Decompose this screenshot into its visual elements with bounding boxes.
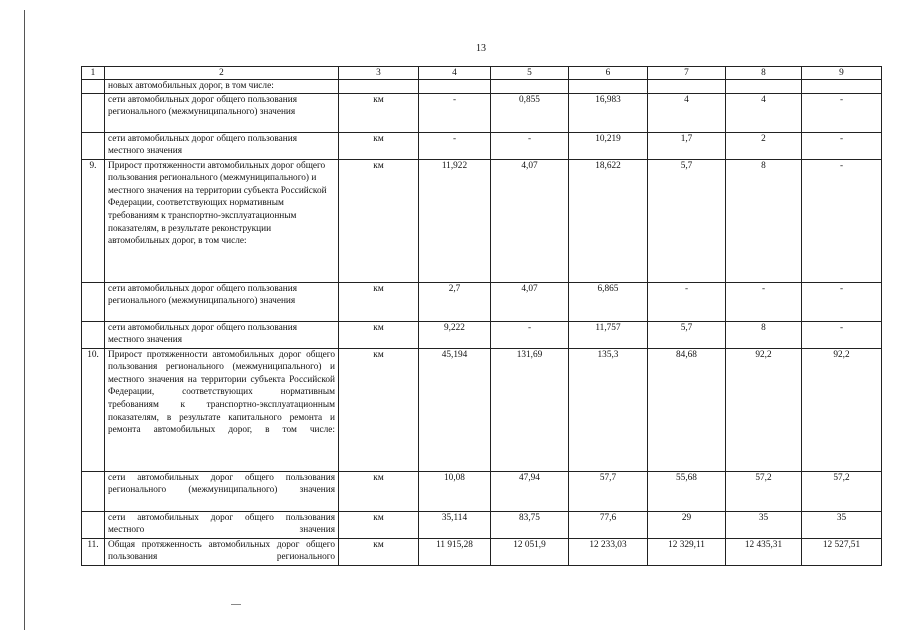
table-header-row xyxy=(82,67,882,80)
row-description: сети автомобильных дорог общего пользования регионального (межмуниципального) значения xyxy=(105,93,339,132)
value-cell: 4,07 xyxy=(491,282,569,321)
row-number xyxy=(82,93,105,132)
value-cell: 11,757 xyxy=(569,321,648,348)
value-cell xyxy=(802,80,882,94)
table-row xyxy=(82,159,882,282)
row-number xyxy=(82,471,105,511)
value-cell: 135,3 xyxy=(569,348,648,471)
column-header: 5 xyxy=(491,67,569,80)
value-cell: 92,2 xyxy=(802,348,882,471)
table-row xyxy=(82,511,882,538)
row-number xyxy=(82,511,105,538)
value-cell: 12 233,03 xyxy=(569,538,648,565)
value-cell: - xyxy=(419,93,491,132)
value-cell: 57,2 xyxy=(726,471,802,511)
row-number xyxy=(82,282,105,321)
row-number: 10. xyxy=(82,348,105,471)
value-cell: 2 xyxy=(726,132,802,159)
scan-mark xyxy=(231,604,241,605)
column-header: 4 xyxy=(419,67,491,80)
table-row xyxy=(82,471,882,511)
row-unit xyxy=(339,80,419,94)
value-cell: 4,07 xyxy=(491,159,569,282)
value-cell: - xyxy=(802,132,882,159)
value-cell: 47,94 xyxy=(491,471,569,511)
row-unit: км xyxy=(339,282,419,321)
value-cell: 45,194 xyxy=(419,348,491,471)
value-cell: 55,68 xyxy=(648,471,726,511)
value-cell: 92,2 xyxy=(726,348,802,471)
value-cell xyxy=(648,80,726,94)
column-header: 3 xyxy=(339,67,419,80)
value-cell: - xyxy=(726,282,802,321)
table-row xyxy=(82,348,882,471)
value-cell: 35 xyxy=(802,511,882,538)
column-header: 1 xyxy=(82,67,105,80)
row-number xyxy=(82,80,105,94)
value-cell: 12 435,31 xyxy=(726,538,802,565)
row-number: 11. xyxy=(82,538,105,565)
column-header: 6 xyxy=(569,67,648,80)
value-cell: 11,922 xyxy=(419,159,491,282)
value-cell: - xyxy=(802,282,882,321)
table-row xyxy=(82,538,882,565)
value-cell: - xyxy=(491,132,569,159)
value-cell: 16,983 xyxy=(569,93,648,132)
table-row xyxy=(82,132,882,159)
row-unit: км xyxy=(339,321,419,348)
value-cell: 12 051,9 xyxy=(491,538,569,565)
value-cell: 57,7 xyxy=(569,471,648,511)
value-cell xyxy=(569,80,648,94)
column-header: 8 xyxy=(726,67,802,80)
column-header: 2 xyxy=(105,67,339,80)
column-header: 9 xyxy=(802,67,882,80)
value-cell: 4 xyxy=(648,93,726,132)
row-description: Общая протяженность автомобильных дорог общего пользования регионального xyxy=(105,538,339,565)
row-unit: км xyxy=(339,471,419,511)
value-cell: 4 xyxy=(726,93,802,132)
page-number: 13 xyxy=(476,43,486,54)
value-cell: 5,7 xyxy=(648,321,726,348)
row-number xyxy=(82,132,105,159)
value-cell xyxy=(491,80,569,94)
row-description: сети автомобильных дорог общего пользования местного значения xyxy=(105,132,339,159)
value-cell: 11 915,28 xyxy=(419,538,491,565)
row-unit: км xyxy=(339,538,419,565)
value-cell: 2,7 xyxy=(419,282,491,321)
value-cell: 131,69 xyxy=(491,348,569,471)
row-unit: км xyxy=(339,348,419,471)
row-description: новых автомобильных дорог, в том числе: xyxy=(105,80,339,94)
value-cell: 35,114 xyxy=(419,511,491,538)
table-row xyxy=(82,282,882,321)
value-cell: 8 xyxy=(726,321,802,348)
value-cell: - xyxy=(802,93,882,132)
value-cell: 77,6 xyxy=(569,511,648,538)
value-cell: 12 527,51 xyxy=(802,538,882,565)
table-row xyxy=(82,80,882,94)
row-number: 9. xyxy=(82,159,105,282)
row-description: сети автомобильных дорог общего пользования регионального (межмуниципального) значения xyxy=(105,471,339,511)
value-cell: 5,7 xyxy=(648,159,726,282)
row-unit: км xyxy=(339,511,419,538)
row-description: Прирост протяженности автомобильных дорог общего пользования регионального (межмуниципального) и местного значения на территории субъекта Российской Федерации, соответствующих нормативным требованиям к транспортно-эксплуатационным показателям, в результате капитального ремонта и ремонта автомобильных дорог, в том числе: xyxy=(105,348,339,471)
value-cell: - xyxy=(419,132,491,159)
row-number xyxy=(82,321,105,348)
row-description: Прирост протяженности автомобильных дорог общего пользования регионального (межмуниципального) и местного значения на территории субъекта Российской Федерации, соответствующих нормативным требованиям к транспортно-эксплуатационным показателям, в результате реконструкции автомобильных дорог, в том числе: xyxy=(105,159,339,282)
row-unit: км xyxy=(339,159,419,282)
value-cell: 84,68 xyxy=(648,348,726,471)
value-cell: - xyxy=(802,159,882,282)
value-cell: - xyxy=(491,321,569,348)
table-row xyxy=(82,93,882,132)
value-cell: 1,7 xyxy=(648,132,726,159)
value-cell: 35 xyxy=(726,511,802,538)
column-header: 7 xyxy=(648,67,726,80)
value-cell: 29 xyxy=(648,511,726,538)
table-row xyxy=(82,321,882,348)
value-cell: 18,622 xyxy=(569,159,648,282)
value-cell: 9,222 xyxy=(419,321,491,348)
value-cell xyxy=(419,80,491,94)
row-description: сети автомобильных дорог общего пользования местного значения xyxy=(105,511,339,538)
value-cell: 12 329,11 xyxy=(648,538,726,565)
value-cell: 0,855 xyxy=(491,93,569,132)
value-cell: 10,219 xyxy=(569,132,648,159)
value-cell xyxy=(726,80,802,94)
value-cell: 8 xyxy=(726,159,802,282)
indicators-table xyxy=(81,66,882,566)
value-cell: 57,2 xyxy=(802,471,882,511)
row-unit: км xyxy=(339,93,419,132)
value-cell: - xyxy=(648,282,726,321)
row-description: сети автомобильных дорог общего пользования местного значения xyxy=(105,321,339,348)
value-cell: 6,865 xyxy=(569,282,648,321)
left-margin-line xyxy=(24,10,25,630)
value-cell: - xyxy=(802,321,882,348)
value-cell: 83,75 xyxy=(491,511,569,538)
value-cell: 10,08 xyxy=(419,471,491,511)
row-description: сети автомобильных дорог общего пользования регионального (межмуниципального) значения xyxy=(105,282,339,321)
row-unit: км xyxy=(339,132,419,159)
